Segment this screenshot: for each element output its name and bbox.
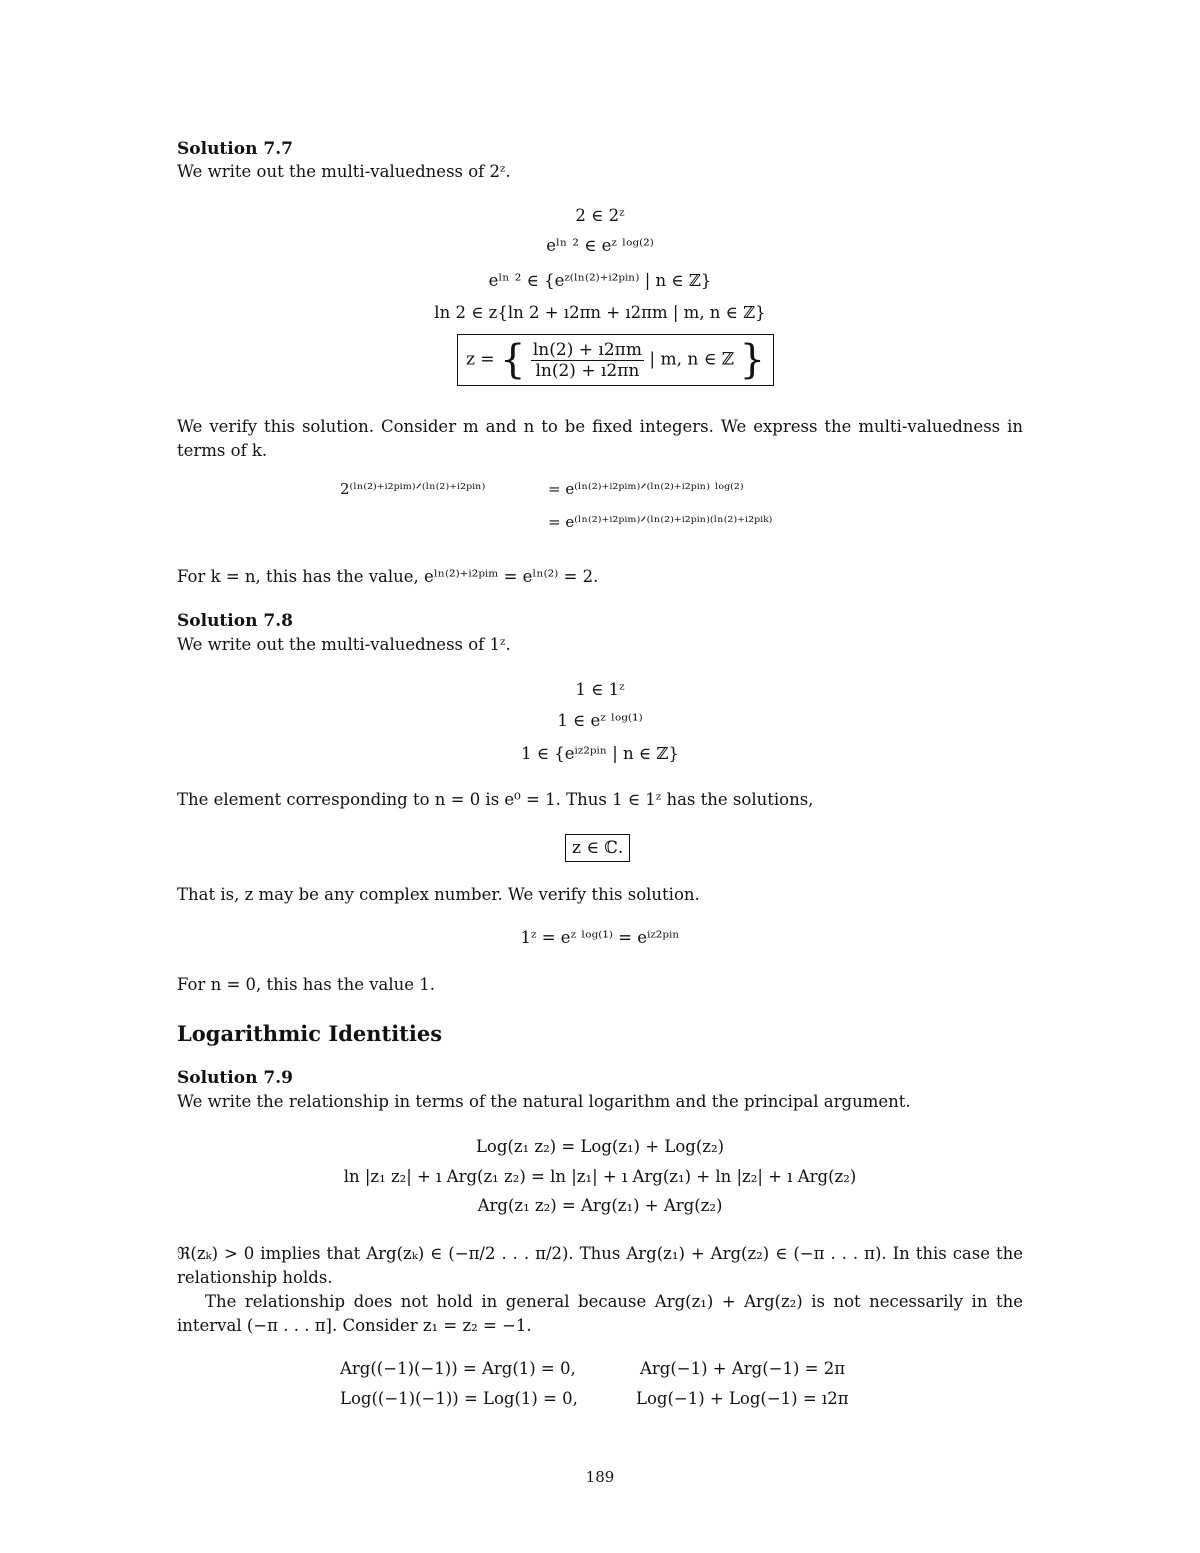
- solution-7-7-conclusion: For k = n, this has the value, eˡⁿ⁽²⁾⁺ⁱ²ᵖⁱᵐ = eˡⁿ⁽²⁾ = 2.: [177, 567, 599, 586]
- solution-7-7-intro: We write out the multi-valuedness of 2ᶻ.: [177, 162, 511, 181]
- equation-left: Arg((−1)(−1)) = Arg(1) = 0,: [340, 1359, 576, 1378]
- equation-left: Log((−1)(−1)) = Log(1) = 0,: [340, 1389, 578, 1408]
- page-number: 189: [585, 1468, 615, 1486]
- section-title: Logarithmic Identities: [177, 1021, 443, 1046]
- boxed-result: [565, 834, 630, 862]
- element-sentence: The element corresponding to n = 0 is e⁰ = 1. Thus 1 ∈ 1ᶻ has the solutions,: [177, 790, 814, 809]
- box-rhs: | m, n ∈ ℤ: [649, 349, 735, 370]
- fraction-denominator: ln(2) + ı2πn: [535, 360, 640, 381]
- paragraph: The relationship does not hold in general because Arg(z₁) + Arg(z₂) is not necessarily in the interval (−π . . . π]. Consider z₁ = z₂ = −1.: [177, 1292, 1023, 1335]
- boxed-result: [457, 334, 774, 386]
- equation-rhs: = e⁽ˡⁿ⁽²⁾⁺ⁱ²ᵖⁱᵐ⁾ᐟ⁽ˡⁿ⁽²⁾⁺ⁱ²ᵖⁱⁿ⁾⁽ˡⁿ⁽²⁾⁺ⁱ²ᵖⁱᵏ⁾: [548, 513, 773, 531]
- equation-right: Arg(−1) + Arg(−1) = 2π: [640, 1359, 846, 1378]
- equation: Arg(z₁ z₂) = Arg(z₁) + Arg(z₂): [477, 1196, 723, 1215]
- equation: 1 ∈ eᶻ ˡᵒᵍ⁽¹⁾: [557, 711, 643, 730]
- equation: ln |z₁ z₂| + ı Arg(z₁ z₂) = ln |z₁| + ı Arg(z₁) + ln |z₂| + ı Arg(z₂): [343, 1167, 857, 1186]
- right-brace: }: [739, 337, 766, 383]
- equation-right: Log(−1) + Log(−1) = ı2π: [636, 1389, 849, 1408]
- equation: 1ᶻ = eᶻ ˡᵒᵍ⁽¹⁾ = eⁱᶻ²ᵖⁱⁿ: [520, 928, 680, 947]
- that-is-sentence: That is, z may be any complex number. We verify this solution.: [177, 885, 700, 904]
- equation: 2 ∈ 2ᶻ: [575, 206, 625, 225]
- equation-lhs: 2⁽ˡⁿ⁽²⁾⁺ⁱ²ᵖⁱᵐ⁾ᐟ⁽ˡⁿ⁽²⁾⁺ⁱ²ᵖⁱⁿ⁾: [340, 480, 486, 498]
- boxed-text: z ∈ ℂ.: [565, 834, 630, 862]
- solution-7-8-conclusion: For n = 0, this has the value 1.: [177, 975, 436, 994]
- solution-7-7-heading: Solution 7.7: [177, 139, 293, 159]
- equation: ln 2 ∈ z{ln 2 + ı2πn + ı2πm | m, n ∈ ℤ}: [434, 303, 766, 322]
- solution-7-8-heading: Solution 7.8: [177, 611, 293, 631]
- equation: eˡⁿ ² ∈ {eᶻ⁽ˡⁿ⁽²⁾⁺ⁱ²ᵖⁱⁿ⁾ | n ∈ ℤ}: [488, 271, 712, 290]
- fraction: [531, 340, 644, 381]
- left-brace: {: [500, 337, 526, 383]
- equation: eˡⁿ ² ∈ eᶻ ˡᵒᵍ⁽²⁾: [546, 236, 654, 255]
- equation: Log(z₁ z₂) = Log(z₁) + Log(z₂): [475, 1137, 725, 1156]
- solution-7-9-intro: We write the relationship in terms of the natural logarithm and the principal argument.: [177, 1092, 911, 1111]
- fraction-numerator: ln(2) + ı2πm: [532, 339, 642, 360]
- box-lhs: z =: [466, 349, 495, 370]
- paragraph: ℜ(zₖ) > 0 implies that Arg(zₖ) ∈ (−π/2 . . . π/2). Thus Arg(z₁) + Arg(z₂) ∈ (−π . . . π). In this case the relationship holds.: [177, 1244, 1023, 1287]
- equation: 1 ∈ 1ᶻ: [575, 680, 625, 699]
- solution-7-8-intro: We write out the multi-valuedness of 1ᶻ.: [177, 635, 511, 654]
- verify-paragraph: We verify this solution. Consider m and n to be fixed integers. We express the multi-valuedness in terms of k.: [177, 417, 1023, 460]
- equation-rhs: = e⁽ˡⁿ⁽²⁾⁺ⁱ²ᵖⁱᵐ⁾ᐟ⁽ˡⁿ⁽²⁾⁺ⁱ²ᵖⁱⁿ⁾ ˡᵒᵍ⁽²⁾: [548, 480, 744, 498]
- solution-7-9-heading: Solution 7.9: [177, 1068, 293, 1088]
- equation: 1 ∈ {eⁱᶻ²ᵖⁱⁿ | n ∈ ℤ}: [521, 744, 679, 763]
